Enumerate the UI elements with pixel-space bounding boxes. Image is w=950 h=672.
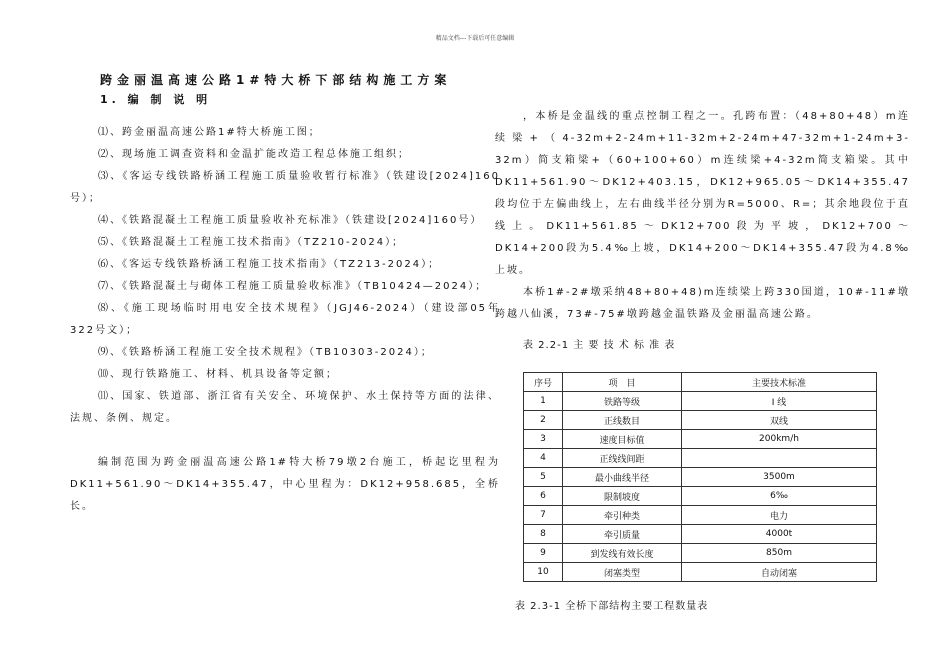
paragraph: ⑻、《施工现场临时用电安全技术规程》（JGJ46-2024）（建设部05年322号文）；: [70, 303, 500, 336]
table-caption: 表 2.2-1 主 要 技 术 标 准 表: [523, 340, 676, 351]
table-cell: I 线: [682, 392, 877, 411]
table-body: [524, 392, 877, 582]
table-cell: 4000t: [682, 525, 877, 544]
table-row: [524, 449, 877, 468]
table-cell: 4: [524, 449, 563, 468]
section-heading: 1. 编 制 说 明: [100, 93, 212, 106]
table2-caption: 表 2.3-1 全桥下部结构主要工程数量表: [515, 601, 709, 612]
table-cell: 3500m: [682, 468, 877, 487]
paragraph: ⑺、《铁路混凝土与砌体工程施工质量验收标准》（TB10424—2024）；: [98, 281, 488, 292]
right-column: [495, 106, 910, 354]
table-cell: 10: [524, 563, 563, 582]
page-header: 精品文档---下载后可任意编辑: [435, 35, 515, 42]
table-cell: 双线: [682, 411, 877, 430]
paragraph: ⑴、跨金丽温高速公路1#特大桥施工图；: [98, 127, 321, 138]
table-row: [524, 392, 877, 411]
table-cell: 5: [524, 468, 563, 487]
spec-table: [523, 372, 877, 582]
paragraph: ⑹、《客运专线铁路桥涵工程施工技术指南》（TZ213-2024）；: [98, 259, 441, 270]
table-cell: [682, 449, 877, 468]
table-row: [524, 411, 877, 430]
paragraph: ⑸、《铁路混凝土工程施工技术指南》（TZ210-2024）；: [98, 237, 405, 248]
table-row: [524, 525, 877, 544]
table-cell: 电力: [682, 506, 877, 525]
table-cell: 850m: [682, 544, 877, 563]
paragraph: 编制范围为跨金丽温高速公路1#特大桥79墩2台施工，桥起讫里程为DK11+561.90～DK14+355.47，中心里程为：DK12+958.685，全桥长。: [70, 457, 500, 512]
table-cell: 铁路等级: [563, 392, 682, 411]
paragraph: ⑽、现行铁路施工、材料、机具设备等定额；: [98, 369, 338, 380]
table-cell: 速度目标值: [563, 430, 682, 449]
table-cell: 8: [524, 525, 563, 544]
paragraph: ，本桥是金温线的重点控制工程之一。孔跨布置：（48+80+48）m连续梁+（4-32m+2-24m+11-32m+2-24m+47-32m+1-24m+3-32m）简支箱梁+（60+100+60）m连续梁+4-32m简支箱梁。其中DK11+561.90～DK12+403.15，DK12+965.05～DK14+355.47段均位于左偏曲线上，左右曲线半径分别为R=5000、R=；其余地段位于直线上。DK11+561.85～DK12+700段为平坡，DK12+700～DK14+200段为5.4‰上坡，DK14+200～DK14+355.47段为4.8‰上坡。: [495, 111, 910, 276]
paragraph: ⑾、国家、铁道部、浙江省有关安全、环境保护、水土保持等方面的法律、法规、条例、规定。: [70, 391, 500, 424]
table-cell: 正线数目: [563, 411, 682, 430]
table-cell: 闭塞类型: [563, 563, 682, 582]
table-header-row: [524, 373, 877, 392]
table-cell: 到发线有效长度: [563, 544, 682, 563]
table-cell: 限制坡度: [563, 487, 682, 506]
table-cell: 7: [524, 506, 563, 525]
table-cell: 牵引种类: [563, 506, 682, 525]
table-cell: 6‰: [682, 487, 877, 506]
table-row: [524, 430, 877, 449]
table-cell: 200km/h: [682, 430, 877, 449]
table-header-cell: 序号: [524, 373, 563, 392]
left-body: [70, 122, 500, 518]
table-cell: 1: [524, 392, 563, 411]
table-header-cell: 项 目: [563, 373, 682, 392]
table-cell: 6: [524, 487, 563, 506]
table-row: [524, 487, 877, 506]
paragraph: ⑵、现场施工调查资料和金温扩能改造工程总体施工组织；: [98, 149, 410, 160]
table-cell: 2: [524, 411, 563, 430]
table-cell: 9: [524, 544, 563, 563]
table-cell: 牵引质量: [563, 525, 682, 544]
table-row: [524, 468, 877, 487]
paragraph: 本桥1#-2#墩采纳48+80+48)m连续梁上跨330国道，10#-11#墩跨越八仙溪，73#-75#墩跨越金温铁路及金丽温高速公路。: [495, 287, 910, 320]
paragraph: ⑶、《客运专线铁路桥涵工程施工质量验收暂行标准》（铁建设[2024]160号）；: [70, 171, 500, 204]
paragraph: ⑼、《铁路桥涵工程施工安全技术规程》（TB10303-2024）；: [98, 347, 433, 358]
document-title: 跨金丽温高速公路1#特大桥下部结构施工方案: [100, 73, 452, 87]
table-cell: 正线线间距: [563, 449, 682, 468]
table-cell: 自动闭塞: [682, 563, 877, 582]
table-row: [524, 563, 877, 582]
table-row: [524, 506, 877, 525]
table-cell: 最小曲线半径: [563, 468, 682, 487]
table-row: [524, 544, 877, 563]
paragraph: ⑷、《铁路混凝土工程施工质量验收补充标准》（铁建设[2024]160号）: [98, 215, 483, 226]
left-column: [70, 70, 500, 518]
right-body: [495, 106, 910, 326]
table-cell: 3: [524, 430, 563, 449]
table-header-cell: 主要技术标准: [682, 373, 877, 392]
